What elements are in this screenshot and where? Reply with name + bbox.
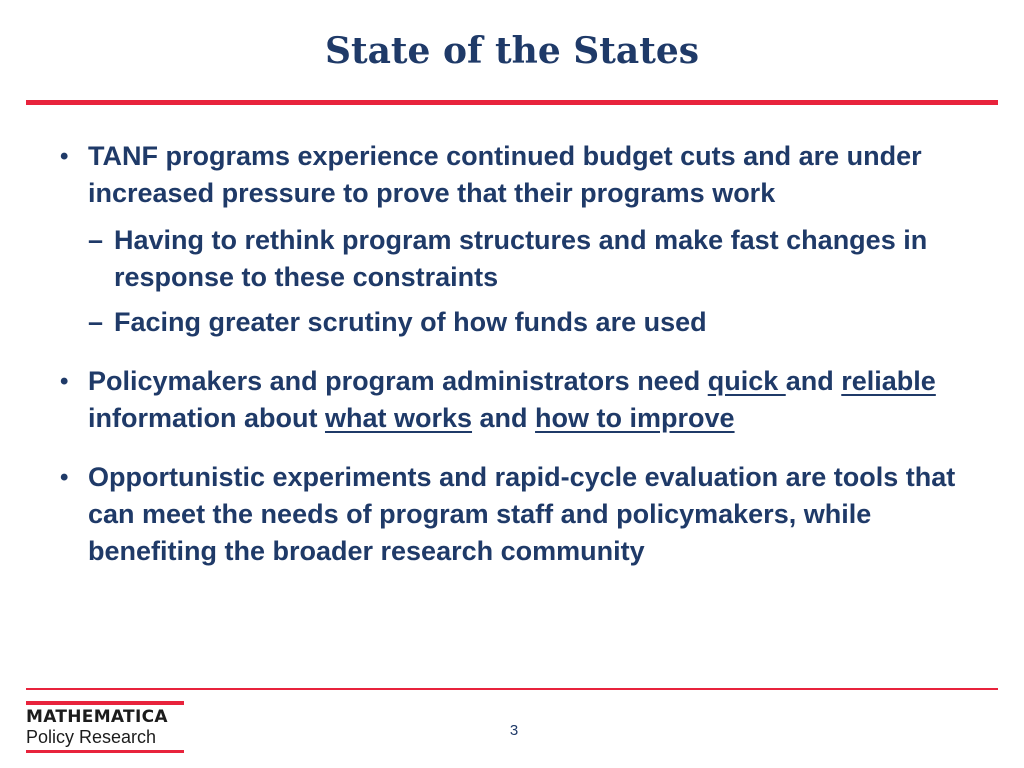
bullet-item [60,138,990,212]
page-number: 3 [509,722,519,739]
bullet-icon: • [60,143,69,170]
bullet-text-segment: and [785,366,842,396]
sub-bullet-item [88,222,990,296]
emphasis-quick: quick [707,366,786,396]
sub-bullet-item [88,304,990,341]
dash-icon: – [88,225,104,255]
logo-wordmark: MATHEMATICA [26,707,168,727]
emphasis-how-to-improve: how to improve [535,403,735,433]
emphasis-reliable: reliable [841,366,936,396]
bullet-text-segment: Policymakers and program administrators need [88,366,708,396]
bullet-icon: • [60,464,69,491]
bullet-item [60,363,990,437]
bullet-text-segment: information about [88,403,325,433]
footer-divider [26,688,998,690]
emphasis-what-works: what works [324,403,473,433]
bullet-icon: • [60,368,69,395]
logo-bar [26,701,184,705]
bullet-text: Opportunistic experiments and rapid-cycle evaluation are tools that can meet the needs of program staff and policymakers, while benefiting the broader research community [88,462,956,566]
sub-bullet-text: Facing greater scrutiny of how funds are used [114,307,707,337]
dash-icon: – [88,307,104,337]
logo-bar [26,750,184,753]
slide-title: State of the States [324,30,700,72]
sub-bullet-text: Having to rethink program structures and make fast changes in response to these constraints [114,225,928,292]
logo-subtitle: Policy Research [26,727,157,747]
slide-body [60,138,990,570]
bullet-text: TANF programs experience continued budget cuts and are under increased pressure to prove that their programs work [88,141,922,208]
title-divider [26,100,998,105]
mathematica-logo [26,701,184,753]
bullet-item [60,459,990,570]
bullet-text-segment: and [472,403,536,433]
